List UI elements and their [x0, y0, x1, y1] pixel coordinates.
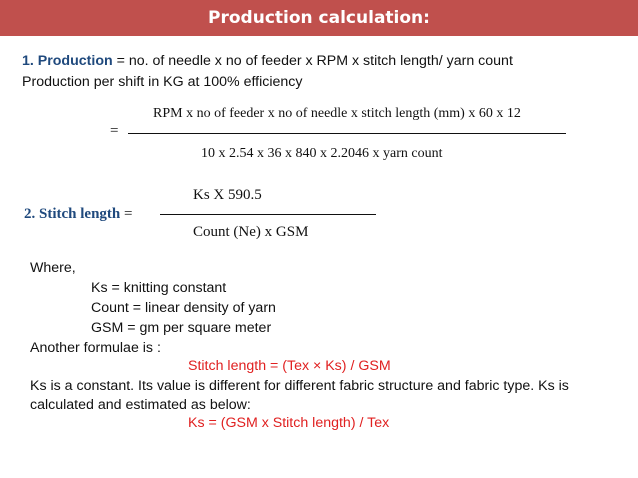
- where-item-gsm: GSM = gm per square meter: [91, 320, 272, 336]
- where-heading: Where,: [30, 260, 76, 276]
- where-item-count: Count = linear density of yarn: [91, 300, 276, 316]
- production-subtitle: Production per shift in KG at 100% efficiency: [22, 74, 303, 90]
- production-definition: [22, 53, 513, 69]
- stitch-length-tex-formula: Stitch length = (Tex × Ks) / GSM: [188, 358, 391, 374]
- stitch-length-numerator: Ks X 590.5: [193, 187, 262, 203]
- stitch-length-equals: =: [124, 206, 133, 222]
- production-formula: = no. of needle x no of feeder x RPM x stitch length/ yarn count: [112, 53, 513, 69]
- production-fraction-bar: [128, 133, 566, 134]
- stitch-length-fraction-bar: [160, 214, 376, 215]
- another-formula-text: Another formulae is :: [30, 340, 161, 356]
- stitch-length-denominator: Count (Ne) x GSM: [193, 224, 309, 240]
- stitch-length-heading: [24, 206, 132, 223]
- page-title: Production calculation:: [0, 0, 638, 36]
- where-item-ks: Ks = knitting constant: [91, 280, 227, 296]
- production-numerator: RPM x no of feeder x no of needle x stitch length (mm) x 60 x 12: [153, 106, 521, 121]
- ks-formula: Ks = (GSM x Stitch length) / Tex: [188, 415, 390, 431]
- stitch-length-label: 2. Stitch length: [24, 206, 121, 222]
- ks-note-line-1: Ks is a constant. Its value is different for different fabric structure and fabric type. Ks is: [30, 378, 569, 394]
- production-denominator: 10 x 2.54 x 36 x 840 x 2.2046 x yarn count: [201, 146, 443, 161]
- production-label: 1. Production: [22, 53, 113, 69]
- ks-note-line-2: calculated and estimated as below:: [30, 397, 251, 413]
- production-equals: =: [110, 123, 119, 139]
